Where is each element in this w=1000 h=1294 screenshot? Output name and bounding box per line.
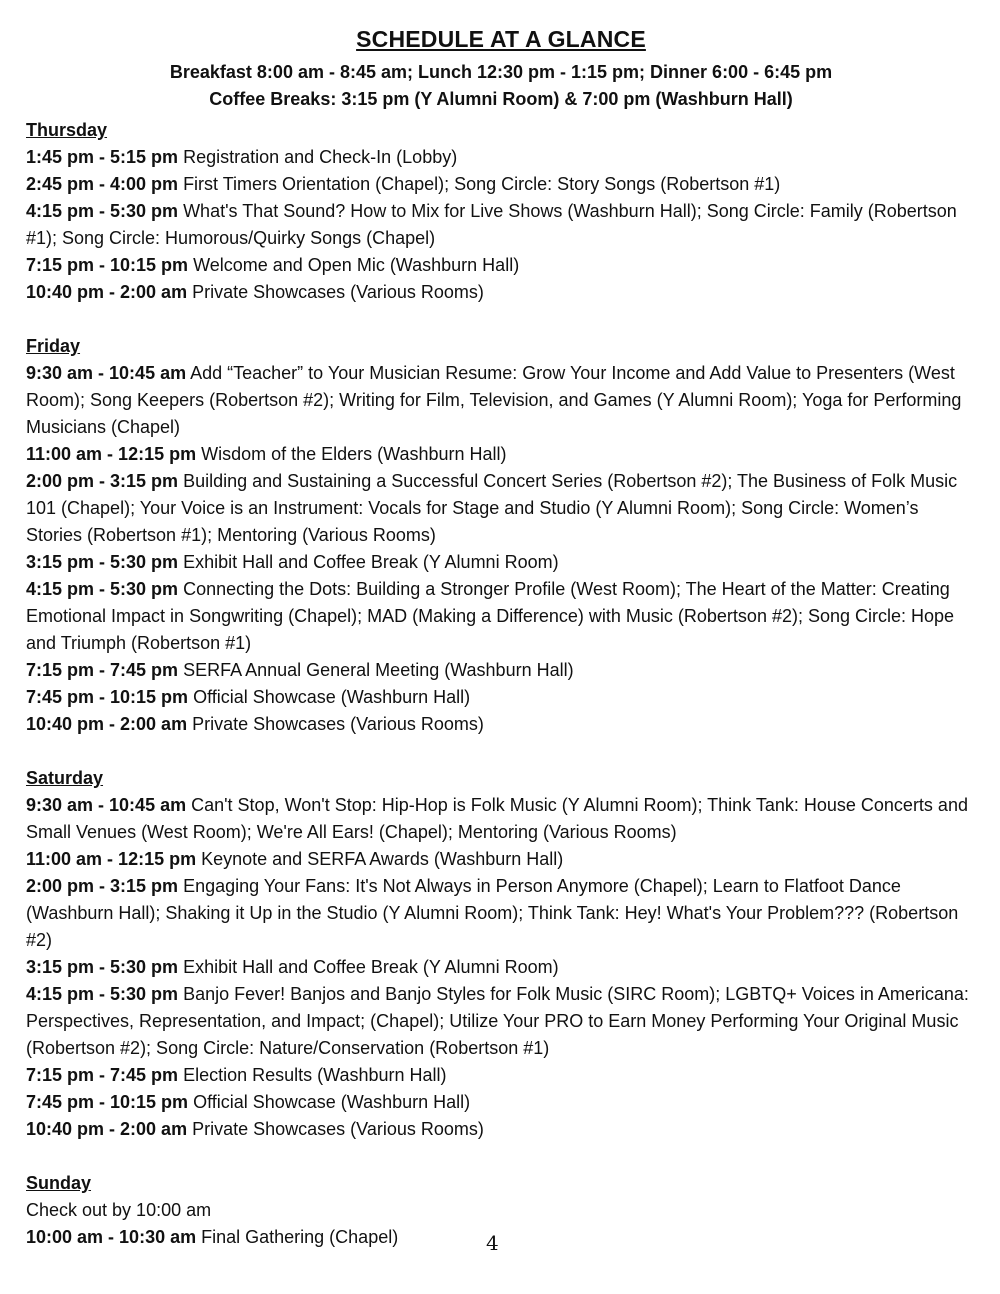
schedule-page (26, 22, 976, 1278)
entry-description: Building and Sustaining a Successful Concert Series (Robertson #2); The Business of Folk Music 101 (Chapel); Your Voice is an Instrument: Vocals for Stage and Studio (Y Alumni Room); Song Circle: Women’s Stories (Robertson #1); Mentoring (Various Rooms) (26, 471, 958, 545)
entry-description: What's That Sound? How to Mix for Live Shows (Washburn Hall); Song Circle: Family (Robertson #1); Song Circle: Humorous/Quirky Songs (Chapel) (26, 201, 957, 248)
entry-description: Welcome and Open Mic (Washburn Hall) (188, 255, 520, 275)
entry-time: 4:15 pm - 5:30 pm (26, 201, 179, 221)
entry-time: 11:00 am - 12:15 pm (26, 849, 197, 869)
day-heading: Saturday (26, 768, 104, 788)
entry-description: Private Showcases (Various Rooms) (187, 714, 484, 734)
schedule-entry (26, 1197, 976, 1224)
day-heading: Friday (26, 336, 81, 356)
entry-time: 4:15 pm - 5:30 pm (26, 579, 179, 599)
entry-time: 7:45 pm - 10:15 pm (26, 687, 189, 707)
schedule-entry (26, 954, 976, 981)
entry-time: 9:30 am - 10:45 am (26, 795, 187, 815)
coffee-breaks: Coffee Breaks: 3:15 pm (Y Alumni Room) & 7:00 pm (Washburn Hall) (209, 89, 793, 109)
entry-description: Official Showcase (Washburn Hall) (188, 687, 471, 707)
schedule-entry (26, 360, 976, 441)
schedule-entry (26, 252, 976, 279)
entry-description: Check out by 10:00 am (26, 1200, 212, 1220)
schedule-list (26, 117, 976, 1251)
entry-description: Registration and Check-In (Lobby) (178, 147, 458, 167)
entry-time: 7:15 pm - 7:45 pm (26, 660, 179, 680)
schedule-entry (26, 1224, 976, 1251)
entry-description: Wisdom of the Elders (Washburn Hall) (196, 444, 507, 464)
schedule-entry (26, 549, 976, 576)
schedule-entry (26, 873, 976, 954)
day-heading: Sunday (26, 1173, 92, 1193)
entry-description: Exhibit Hall and Coffee Break (Y Alumni Room) (178, 957, 559, 977)
entry-time: 10:40 pm - 2:00 am (26, 714, 188, 734)
schedule-entry (26, 171, 976, 198)
entry-time: 10:00 am - 10:30 am (26, 1227, 197, 1247)
entry-description: Engaging Your Fans: It's Not Always in Person Anymore (Chapel); Learn to Flatfoot Dance (Washburn Hall); Shaking it Up in the Studio (Y Alumni Room); Think Tank: Hey! What's Your Problem??? (Robertson #2) (26, 876, 959, 950)
entry-description: Exhibit Hall and Coffee Break (Y Alumni Room) (178, 552, 559, 572)
page-number: 4 (486, 1231, 499, 1255)
schedule-entry (26, 846, 976, 873)
day-section-sunday (26, 1170, 976, 1251)
entry-description: Private Showcases (Various Rooms) (187, 1119, 484, 1139)
schedule-entry (26, 657, 976, 684)
entry-time: 7:45 pm - 10:15 pm (26, 1092, 189, 1112)
schedule-entry (26, 441, 976, 468)
entry-time: 2:00 pm - 3:15 pm (26, 876, 179, 896)
entry-time: 10:40 pm - 2:00 am (26, 282, 188, 302)
schedule-entry (26, 981, 976, 1062)
entry-time: 7:15 pm - 7:45 pm (26, 1065, 179, 1085)
entry-description: SERFA Annual General Meeting (Washburn Hall) (178, 660, 574, 680)
schedule-entry (26, 576, 976, 657)
entry-time: 1:45 pm - 5:15 pm (26, 147, 179, 167)
schedule-entry (26, 198, 976, 252)
schedule-entry (26, 468, 976, 549)
entry-description: Final Gathering (Chapel) (196, 1227, 399, 1247)
schedule-entry (26, 1116, 976, 1143)
entry-time: 11:00 am - 12:15 pm (26, 444, 197, 464)
day-section-saturday (26, 765, 976, 1143)
entry-description: Private Showcases (Various Rooms) (187, 282, 484, 302)
schedule-entry (26, 279, 976, 306)
schedule-entry (26, 144, 976, 171)
entry-description: First Timers Orientation (Chapel); Song Circle: Story Songs (Robertson #1) (178, 174, 781, 194)
entry-time: 3:15 pm - 5:30 pm (26, 957, 179, 977)
schedule-entry (26, 1089, 976, 1116)
schedule-entry (26, 684, 976, 711)
entry-time: 7:15 pm - 10:15 pm (26, 255, 189, 275)
entry-description: Can't Stop, Won't Stop: Hip-Hop is Folk Music (Y Alumni Room); Think Tank: House Concerts and Small Venues (West Room); We're All Ears! (Chapel); Mentoring (Various Rooms) (26, 795, 968, 842)
entry-time: 2:45 pm - 4:00 pm (26, 174, 179, 194)
entry-time: 10:40 pm - 2:00 am (26, 1119, 188, 1139)
entry-description: Banjo Fever! Banjos and Banjo Styles for Folk Music (SIRC Room); LGBTQ+ Voices in Americana: Perspectives, Representation, and Impact; (Chapel); Utilize Your PRO to Earn Money Performing Your Original Music (Robertson #2); Song Circle: Nature/Conservation (Robertson #1) (26, 984, 969, 1058)
schedule-entry (26, 711, 976, 738)
entry-time: 3:15 pm - 5:30 pm (26, 552, 179, 572)
entry-time: 9:30 am - 10:45 am (26, 363, 187, 383)
entry-description: Official Showcase (Washburn Hall) (188, 1092, 471, 1112)
schedule-entry (26, 792, 976, 846)
entry-description: Keynote and SERFA Awards (Washburn Hall) (196, 849, 564, 869)
schedule-entry (26, 1062, 976, 1089)
meal-times: Breakfast 8:00 am - 8:45 am; Lunch 12:30 pm - 1:15 pm; Dinner 6:00 - 6:45 pm (169, 62, 833, 82)
entry-description: Connecting the Dots: Building a Stronger Profile (West Room); The Heart of the Matter: Creating Emotional Impact in Songwriting (Chapel); MAD (Making a Difference) with Music (Robertson #2); Song Circle: Hope and Triumph (Robertson #1) (26, 579, 955, 653)
entry-time: 4:15 pm - 5:30 pm (26, 984, 179, 1004)
page-title: SCHEDULE AT A GLANCE (356, 26, 646, 52)
day-section-thursday (26, 117, 976, 306)
entry-description: Election Results (Washburn Hall) (178, 1065, 447, 1085)
day-heading: Thursday (26, 120, 108, 140)
entry-description: Add “Teacher” to Your Musician Resume: Grow Your Income and Add Value to Presenters (West Room); Song Keepers (Robertson #2); Writing for Film, Television, and Games (Y Alumni Room); Yoga for Performing Musicians (Chapel) (26, 363, 962, 437)
day-section-friday (26, 333, 976, 738)
entry-time: 2:00 pm - 3:15 pm (26, 471, 179, 491)
